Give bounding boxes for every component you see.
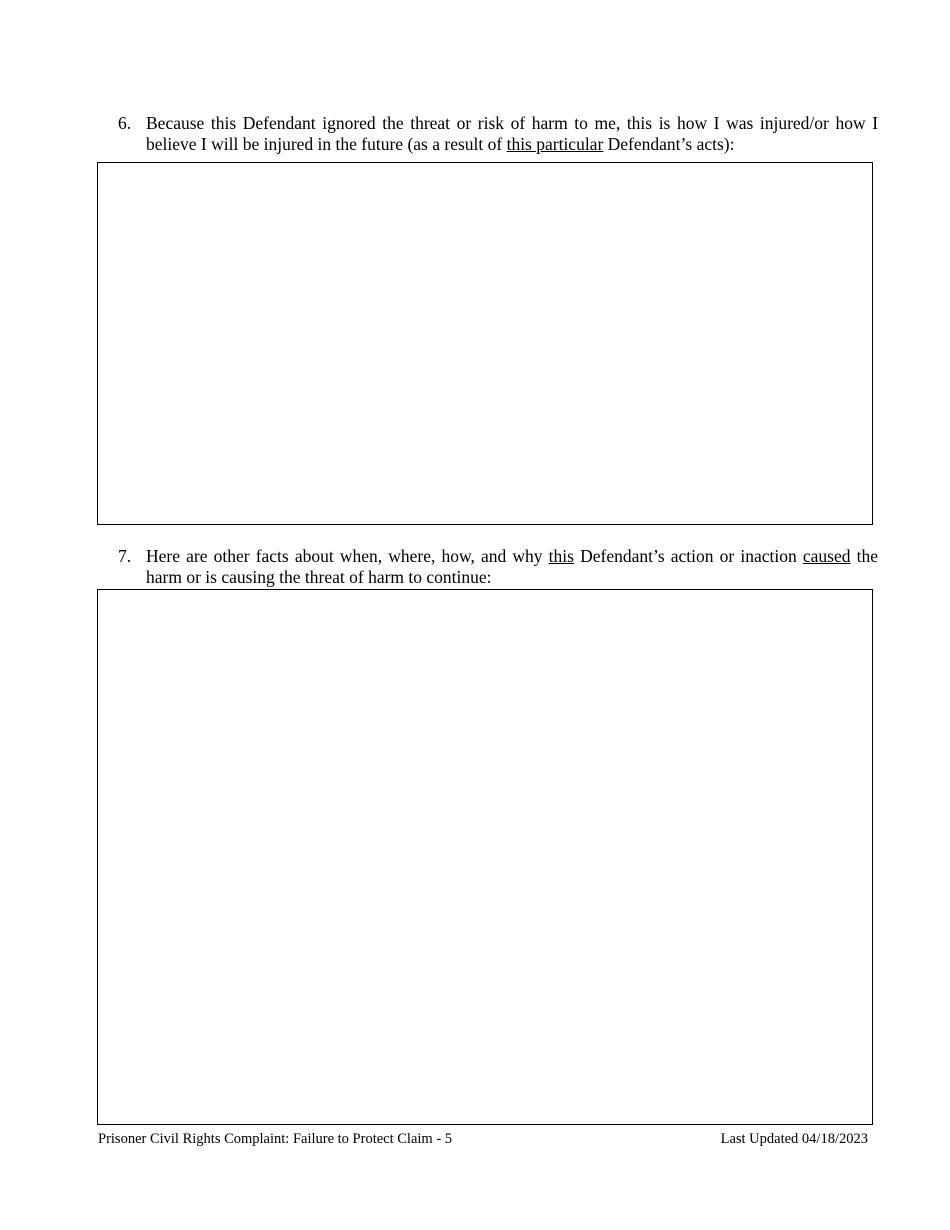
question-6-line2-start: I believe I will be injured in the future (as a result of bbox=[146, 113, 879, 154]
question-7-line1-start: Here are other facts about when, where, how, and why bbox=[146, 546, 549, 566]
answer-box-7[interactable] bbox=[97, 589, 873, 1125]
question-6-emphasis: this particular bbox=[506, 134, 604, 154]
question-7-line1-middle: Defendant’s action or inaction bbox=[573, 546, 803, 566]
question-6-number: 6. bbox=[118, 113, 132, 133]
question-7-line2: the harm or is causing the threat of harm to continue: bbox=[146, 546, 878, 587]
question-6-line2-end: Defendant’s acts): bbox=[603, 134, 735, 154]
question-7-emphasis-caused: caused bbox=[802, 546, 851, 566]
question-7-number: 7. bbox=[118, 546, 132, 566]
question-7 bbox=[118, 546, 878, 588]
question-7-emphasis-this: this bbox=[548, 546, 574, 566]
question-6-text bbox=[146, 113, 878, 155]
answer-box-6[interactable] bbox=[97, 162, 873, 525]
question-6 bbox=[118, 113, 878, 155]
footer-form-title: Prisoner Civil Rights Complaint: Failure to Protect Claim - 5 bbox=[98, 1131, 453, 1147]
question-6-line1: Because this Defendant ignored the threat or risk of harm to me, this is how I was injured/or how bbox=[146, 113, 866, 133]
question-7-text bbox=[146, 546, 878, 588]
footer-last-updated: Last Updated 04/18/2023 bbox=[720, 1131, 868, 1147]
